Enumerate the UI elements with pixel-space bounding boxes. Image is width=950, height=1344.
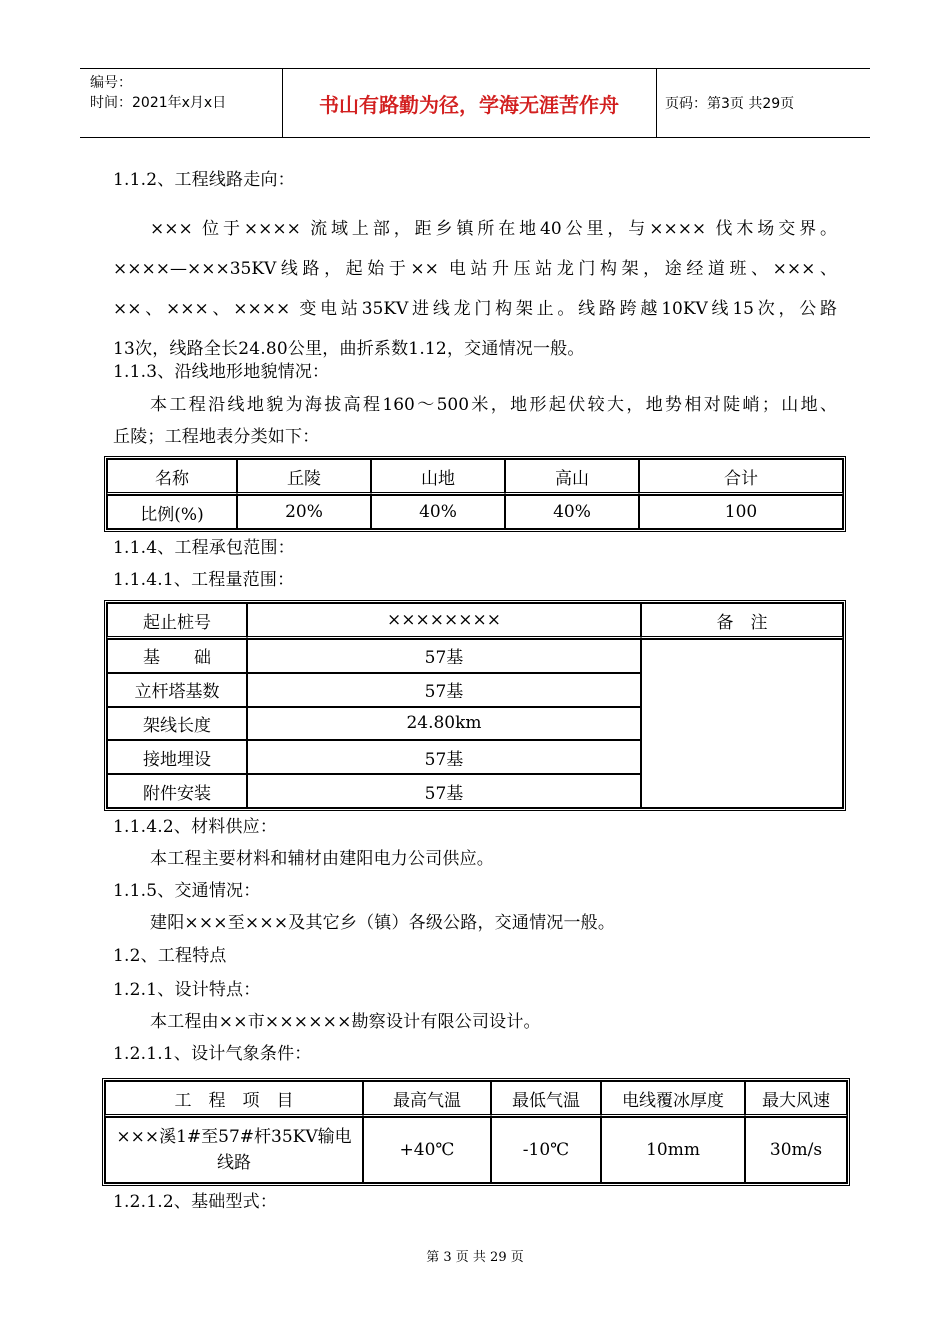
table-header-cell: 高山 — [505, 459, 639, 495]
section-heading: 1.2.1.1、设计气象条件： — [113, 1044, 312, 1064]
table-header-cell: 名称 — [107, 459, 237, 495]
table-cell: ×××溪1#至57#杆35KV输电线路 — [105, 1117, 363, 1183]
table-header-cell: ×××××××× — [247, 603, 641, 639]
table-cell: 立杆塔基数 — [107, 673, 247, 707]
table-header-cell: 最低气温 — [491, 1081, 601, 1117]
table-cell: 基 础 — [107, 639, 247, 673]
paragraph-line: 丘陵；工程地表分类如下： — [113, 427, 320, 447]
paragraph-line: 建阳×××至×××及其它乡（镇）各级公路，交通情况一般。 — [150, 913, 616, 933]
section-heading: 1.1.2、工程线路走向： — [113, 170, 295, 190]
scope-table — [104, 600, 846, 811]
time-label: 时间：2021年x月x日 — [90, 95, 227, 111]
table-cell: 57基 — [247, 740, 641, 774]
table-header-cell: 备 注 — [641, 603, 843, 639]
table-header-cell: 合计 — [639, 459, 843, 495]
table-header-cell: 最高气温 — [363, 1081, 491, 1117]
table-cell: 30m/s — [745, 1117, 847, 1183]
table-cell: 57基 — [247, 774, 641, 808]
table-header-cell: 丘陵 — [237, 459, 371, 495]
table-cell: 100 — [639, 495, 843, 529]
weather-table — [102, 1078, 850, 1186]
remarks-cell — [641, 639, 843, 808]
page-footer: 第 3 页 共 29 页 — [426, 1250, 524, 1265]
table-cell: 40% — [371, 495, 505, 529]
table-cell: 10mm — [601, 1117, 745, 1183]
table-header-cell: 最大风速 — [745, 1081, 847, 1117]
table-cell: 附件安装 — [107, 774, 247, 808]
paragraph-line: 13次，线路全长24.80公里，曲折系数1.12，交通情况一般。 — [113, 339, 585, 359]
paragraph-line: ××××—×××35KV线路，起始于×× 电站升压站龙门构架，途经道班、×××、 — [113, 259, 837, 279]
paragraph-line: ××× 位于×××× 流域上部，距乡镇所在地40公里，与×××× 伐木场交界。 — [150, 219, 837, 239]
table-cell: -10℃ — [491, 1117, 601, 1183]
paragraph-line: 本工程由××市××××××勘察设计有限公司设计。 — [150, 1012, 541, 1032]
table-header-cell: 电线覆冰厚度 — [601, 1081, 745, 1117]
table-header-cell: 起止桩号 — [107, 603, 247, 639]
table-header-cell: 工 程 项 目 — [105, 1081, 363, 1117]
header-divider — [656, 69, 657, 137]
table-header-cell: 山地 — [371, 459, 505, 495]
header-meta — [90, 73, 226, 113]
table-cell: 57基 — [247, 673, 641, 707]
paragraph-line: 本工程主要材料和辅材由建阳电力公司供应。 — [150, 849, 494, 869]
header-page-info: 页码：第3页 共29页 — [665, 96, 795, 112]
table-cell: 接地埋设 — [107, 740, 247, 774]
page-header — [80, 68, 870, 138]
table-cell: 57基 — [247, 639, 641, 673]
section-heading: 1.2.1.2、基础型式： — [113, 1192, 278, 1212]
section-heading: 1.1.4.1、工程量范围： — [113, 570, 295, 590]
table-cell: 24.80km — [247, 707, 641, 741]
section-heading: 1.2、工程特点 — [113, 946, 227, 966]
table-cell: 20% — [237, 495, 371, 529]
section-heading: 1.1.4、工程承包范围： — [113, 538, 295, 558]
table-cell: 40% — [505, 495, 639, 529]
paragraph-line: ××、×××、×××× 变电站35KV进线龙门构架止。线路跨越10KV线15次，公路 — [113, 299, 837, 319]
number-label: 编号： — [90, 75, 132, 91]
table-cell: 比例(%) — [107, 495, 237, 529]
header-motto: 书山有路勤为径，学海无涯苦作舟 — [319, 92, 619, 117]
table-cell: 架线长度 — [107, 707, 247, 741]
table-cell: +40℃ — [363, 1117, 491, 1183]
section-heading: 1.1.4.2、材料供应： — [113, 817, 278, 837]
paragraph-line: 本工程沿线地貌为海拔高程160～500米，地形起伏较大，地势相对陡峭；山地、 — [150, 395, 837, 415]
terrain-table — [104, 456, 846, 532]
section-heading: 1.2.1、设计特点： — [113, 980, 261, 1000]
section-heading: 1.1.5、交通情况： — [113, 881, 261, 901]
section-heading: 1.1.3、沿线地形地貌情况： — [113, 362, 330, 382]
